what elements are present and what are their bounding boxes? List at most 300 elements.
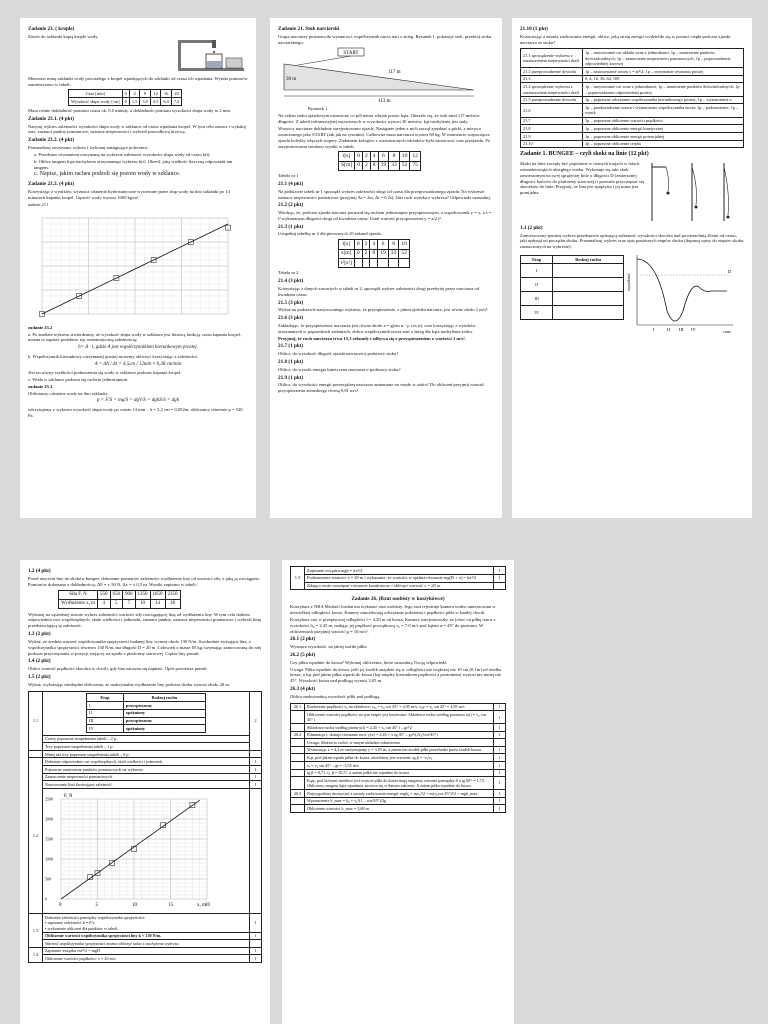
solution-row [291,754,506,762]
solution-row [291,724,506,732]
solution-num [291,777,305,790]
tab1-t-cell-7: 12 [410,152,421,161]
scoring-row [521,117,744,125]
answer-key-table [28,691,262,963]
row13-pts-2: 1 [250,932,262,940]
x-tick-label: 20 [205,903,210,909]
z12-text2: Wykonaj na sąsiedniej stronie wykres zależności wartości siły rozciągającej linę od wydłużenia liny. W tym celu dobierz odpowiednio osie współrzędnych, skale wielkości i jednostki, zaznacz punkty, zaznacz niepewności pomiarowe i wykreśl linię przedstawiającą tę zależność. [28,611,262,629]
scoring-criteria: 1p – zastosowanie wzoru s = at²/2; 1p – otrzymanie równania prostej [583,68,744,76]
z217-text: Oblicz, do wysokość długość zjazdu narciarza u podstawy stoku? [278,351,399,357]
ski-slope-diagram [278,46,494,104]
tab-note-2: Trzy poprawne uzupełnienia tabeli – 1 p. [43,743,250,751]
len2-label: 30 m [286,77,297,83]
z23-desc: Mierzono masę szklanki wody powstałego z kropel wpadających do szklanki od czasu ich wpadania. Wyniki pomiarów zamieszczono w tabeli: [28,75,248,87]
x-tick-label: 0 [59,903,62,909]
z232-sol-b: b. Współczynnik kierunkowy otrzymanej prostej możemy obliczyć korzystając z zależności: [28,353,199,359]
page-zadanie-23 [20,18,256,518]
chart-mark-2: II [667,327,670,333]
solution-row [291,790,506,798]
z23-head-cell-6: 20 [171,90,182,98]
tab1-s-cell-3: 8 [370,161,378,170]
tab2 [338,239,410,268]
solution-text: Kąty, pod którymi możliwe jest wejście piłki do kosza mają tangensy zawarte pomiędzy 0 a tg 60° = 1,73. Obliczony tangens kąta wpadania zawiera się w danym zakresie. A zatem piłka wpadnie do kosza. [305,777,494,790]
z261-text: Wyznacz wysokość, na jakiej trafiła piłka. [290,644,368,650]
scoring-row [521,125,744,133]
tab1-s-cell-0: S[m] [339,161,355,170]
z215-title: 21.5 (3 pkt) [278,299,304,306]
z263-title: 26.3 (4 pkt) [290,686,316,693]
scoring-task: 21.2 przeprowadzenie dowodu [521,68,583,76]
chart-xlabel: czas [723,329,731,335]
row14-pts-2: 1 [250,955,262,963]
z219-text: Oblicz, do wysokości energii potencjalnej narciarza zmienione na ciepło w stoku? Do obliczeń przyjmij wartość przyspieszenia ziemskiego równą 9,81 m/s². [278,382,485,394]
z232-a: a. Przedstaw równaniem otrzymaną na wykresie zależność wysokości słupa wody od czasu h(t). [34,151,211,157]
z14-text: Oblicz wartość prędkości skoczka w chwili, gdy lina zaczyna się napinać. Opór powietrza pomiń. [28,666,208,672]
solution-text: tg β = 0,71, tj. β = 35,5°, a zatem piłka nie wpadnie do kosza [305,769,494,777]
scoring-criteria: 0, 4, 16, 36, 64, 100 [583,75,744,83]
z11-text: Zamieszczony poniżej wykres przedstawia opisującą zależność wysokości skoczka nad powierzchnią Ziemi od czasu, jaki upłynął od początku skoku. Przeanalizuj wykres oraz opis poniższych etapów skoku (dopasuj opisy do etapów skoku zaznaczonych na wykresie). [520,232,744,250]
tab2-t2-cell-4 [378,259,389,268]
tab1-t-cell-1: 0 [355,152,363,161]
y-tick-label: 0 [45,896,47,902]
z13-title: 1.3 (2 pkt) [28,631,51,638]
row13-text4: Wartość współczynnika sprężystości można obliczyć także z nachylenia wykresu. [43,940,250,948]
bungee-jumper-illustration [648,161,744,223]
faucet-glass-illustration [168,34,248,76]
solution-pts: 1 [494,769,506,777]
scoring-task: 21.7 [521,117,583,125]
criterion-3: Zaznaczenie niepewności pomiarowych. [43,773,250,781]
z263-text: Oblicz maksymalną wysokość piłki nad podłogą. [290,693,381,699]
scoring-row [521,140,744,148]
solution-num [291,797,305,805]
solution-row [291,711,506,724]
solution-pts: 1 [494,746,506,754]
z216-text: Zakładając, że przyspieszenie narciarza jest równe około a = g(sin α - μ cos α), oraz korzystając z wyników otrzymanych w poprzednich zadaniach, oblicz współczynnik tarcia nart o śnieg dla kąta nachylenia stoku. [278,322,476,334]
z23-head-cell-0: Czas [min] [69,90,123,98]
stage-4: IV [521,306,553,320]
tab-note-1: Cztery poprawne uzupełnienia tabeli – 2 p. [43,735,250,743]
th-rodzaj: Rodzaj ruchu [123,694,205,702]
x-tick-label: 5 [95,903,98,909]
z13-text: Wykaż, że średnia wartość współczynnika sprężystości badanej liny wynosi około 130 N/m. Swobodnie zwisająca lina, o współczynniku sprężystości równym 130 N/m, ma długość D = 20 m. Człowiek o masie 65 kg, trzymając zamocowaną do niej podczas przyczepiania w pozycji stojącej, na spodu z platformy startowej. Ciężar liny pomiń. [28,638,262,656]
solution-text: vᵧ = v₀ sin 45° – gt = -3,55 m/s [305,762,494,770]
solution-pts: 1 [494,762,506,770]
ext-cell-4: 10 [135,599,150,608]
top-answer-table [290,566,506,590]
z212-title: 21.2 (2 pkt) [278,202,304,209]
solution-num [291,739,305,747]
tab1-t-cell-5: 8 [389,152,400,161]
z14-title: 1.4 (2 pkt) [28,658,51,665]
solution-num [291,724,305,732]
force-cell-1: 550 [98,591,111,600]
tab2-s-cell-2: 2 [362,249,370,258]
x-tick-label: 10 [132,903,137,909]
tab2-t-cell-1: 0 [354,240,362,249]
solution-text: Wstawiając x = 4,2 m otrzymujemy y = 3,05 m, a zatem ten środek piłki przechodzi przez środek kosza. [305,746,494,754]
solution-num [291,711,305,724]
row13-num: 1.3 [29,914,43,947]
z26-text2: Koszykarz stoi w przepisowej odległości l = 4,20 m od kosza. Kamery zarejestrowały, że (choć on piłkę rzuca z wysokości h₀ = 2,45 m, nadając jej prędkość początkową v₀ = 7,0 m/s pod kątem α = 45° do poziomu. W obliczeniach przyjmij wartość g = 10 m/s². [290,616,496,634]
fig-caption: Rysunek 1. [308,106,329,112]
z23-head-cell-1: 0 [122,90,129,98]
row13-text3: Obliczenie wartości współczynnika sprężystości liny k ≈ 130 N/m. [43,932,250,940]
y-tick-label: 1500 [45,836,53,842]
solution-text: Rozłożenie prędkości v₀ na składowe: v₀ₓ = v₀ cos 45° = 4,95 m/s; v₀y = v₀ sin 45° = 4,95 m/s [305,703,494,711]
tr3-ruch: przyspieszony [123,717,205,725]
solution-text: Wyznaczenie h_max = h₀ + v₀²(1 – cos²45°)/2g [305,797,494,805]
tab1-t-cell-2: 2 [362,152,370,161]
criterion-2: Poprawne naniesienie punktów pomiarowych na wykresie. [43,766,250,774]
force-table [58,590,181,608]
z211-text: Na podstawie tabeli nr 1 sporządź wykres zależności drogi od czasu dla przeprowadzonego zjazdu. Na wykresie zaznacz niepewności pomiarowe (przyjmij Δt = 2m, Δt = 0,2s). Jaki ruch wynika z wykresu? Odpowiedz uzasadnij. [278,188,491,200]
force-cell-4: 1250 [135,591,150,600]
z232-text: Przeanalizuj otrzymany wykres i wykonaj następujące polecenia: [28,144,148,150]
tab2-t-cell-2: 2 [362,240,370,249]
z21-text2: Na całym stoku zjazdowym ustawiono co pół metra wbijak prosto kąta. Okazało się, że stok miał 117 metrów długości. Z tabeli informacyjnej ustawionych w wysokości wynosi 30 metrów, kąt nachylenia jest stały. [278,113,480,125]
solution-text: Najwygodniej skorzystać z zasady zachowania energii: mgh₀ + mv₀²/2 = m(v₀cos 45°)²/2 + mgh_max [305,790,494,798]
chart-mark-3: III [679,327,684,333]
scoring-criteria: 1p – poprawne obliczenie energii potencjalnej [583,132,744,140]
z231-text: Narysuj wykres zależności wysokości słupa wody w szklance od czasu wpadania kropel. W tym celu oznacz i wykaluj osie, zaznacz punkty pomiarowe, zaznacz niepewności i wykreśl prawidłową krzywą. [28,123,246,135]
scoring-task: 21.4 sporządzenie wykresu z zaznaczeniem niepewności skali [521,83,583,96]
tab1-t-cell-4: 6 [378,152,389,161]
row14-pts-1: 1 [250,947,262,955]
tab2-t-cell-6: 10 [399,240,410,249]
z23-row-cell-4: 4,5 [150,98,161,106]
z15-title: 1.5 (2 pkt) [28,674,51,680]
solution-pts: 1 [494,731,506,739]
z219-title: 21.9 (1 pkt) [278,374,304,381]
scoring-row [521,75,744,83]
page-bungee-solutions [20,560,270,1024]
row13-formula: • zapisanie zależności k = F/x [45,920,95,926]
tr3-etap: III [87,717,124,725]
len1-label: 117 m [388,70,401,76]
z23-graph [28,210,248,322]
tab2-s-cell-0: s[m] [339,249,355,258]
z15-text: Wykaż, wykonując niezbędne obliczenia, że maksymalne wydłużenie liny podczas skoku wynosi około 20 m. [28,681,231,687]
tr2-etap: II [87,709,124,717]
y-tick-label: 2000 [45,816,53,822]
scoring-criteria: 1p – poprawne odczytanie współczynnika kierunkowego prostej; 1p – wyznaczenie a [583,96,744,104]
z23-row-cell-6: 7,2 [171,98,182,106]
tab1-t-cell-0: t[s] [339,152,355,161]
scoring-row [521,104,744,117]
criterion-4-pts: 1 [250,781,262,789]
tab2-t-cell-4: 6 [378,240,389,249]
stage-head-ruch: Rodzaj ruchu [553,256,624,264]
solution-pts [494,739,506,747]
solution-pts: 1 [494,805,506,813]
chart-mark-4: IV [691,327,696,333]
solution-num [291,805,305,813]
len3-label: 113 m [378,99,391,105]
z2110-title: 21.10 (1 pkt) [520,26,548,32]
z262-text: Czy piłka wpadnie do kosza? Wykonaj obliczenia, które uzasadnią Twoją odpowiedź. [290,659,448,665]
z232-sol-b-text: Jest on równy szybkości podnoszenia się wody w szklance podczas kapania kropel. [28,369,182,375]
tab2-t-cell-3: 4 [370,240,378,249]
tr2-ruch: opóźniony [123,709,205,717]
z233-sol-formula: p = F/S = mg/S = dgV/S = dghS/S = dgh [96,398,180,404]
tr4-etap: IV [87,725,124,733]
tab2-s-cell-6: 52 [399,249,410,258]
chart-ylabel: wysokość [626,273,631,292]
scoring-row [521,68,744,76]
z262-text2: Uwaga. Piłka wpadnie do kosza, jeśli jej środek znajdzie się w odległości nie większej niż 10 cm (0,1m) od środka kosza, a kąt pod jakim piłka wpada do kosza (kąt między kierunkiem prędkości a poziomem) wynosi nie mniej niż 45°. Wysokość kosza nad podłogą wynosi 3,05 m. [290,666,502,684]
th-etap: Etap [87,694,124,702]
z232-sol-b-formula: A = Δh / Δt = 4,5cm / 12min ≈ 0,38 cm/min [94,361,182,367]
z212-text: Wiedząc, że, podczas zjazdu narciarz poruszał się ruchem jednostajnie przyspieszonym, a współczynnik y = x, a s = t² wykonanym długości drogi od kwadratu czasu. Ustal wartość przyspieszenia y = a/2 t². [278,210,492,221]
z23-row-cell-1: 0 [122,98,129,106]
z23-note: Masa rośnie dokładność pomiaru czasu ok. 0,5 minuty, a dokładność pomiaru wysokości słupa wody to 2 mm. [28,108,232,114]
tab2-t2-cell-1 [354,259,362,268]
graph-num: 1.2 [29,758,43,914]
z262-title: 26.2 (5 pkt) [290,652,316,658]
solution-pts: 1 [494,711,506,724]
z216-title: 21.6 (3 pkt) [278,315,304,322]
z214-text: Korzystając z danych zawartych w tabeli nr 2, sporządź wykres zależności drogi przebytej przez narciarza od kwadratu czasu. [278,285,480,297]
start-label: START [343,51,359,57]
z23-text: Zawór do szklanki kapią krople wody. [28,33,99,39]
scoring-criteria: 1p – poprawne obliczenie ciepła [583,140,744,148]
z26-title: Zadanie 26. (Rzut osobisty w koszykówce) [351,596,445,603]
stage-head-etap: Etap [521,256,553,264]
z213-text: Uzupełnij tabelkę nr 2 dla pierwszych 10 sekund zjazdu. [278,231,382,237]
stage-2: II [521,278,553,292]
tab1-caption: Tabela nr 1 [278,173,299,179]
solution-num [291,746,305,754]
scoring-row [521,96,744,104]
solution-num: 26.1 [291,703,305,711]
force-cell-0: Siła F, N [59,591,98,600]
solution-num [291,762,305,770]
z232-sol-a: a. Po analizie wykresu stwierdzamy, że wysokość słupa wody w szklance jest liniową funkcją czasu kapania kropel, można to zapisać podobnie, np. matematyczną zależnością; [28,331,242,343]
top-num: 1.5 [291,567,305,590]
scoring-task: 21.10 [521,140,583,148]
solution-text: Eliminacja t, dostaje równanie toru: y(x) = 2,45 + x tg 45° – gx²/(2v₀²cos²45°) [305,731,494,739]
solution-num [291,769,305,777]
scoring-table [520,48,744,148]
z11-title: 1.1 (2 pkt) [520,224,543,231]
z21-title: Zadanie 21. Stok narciarski [278,26,340,32]
z26-text: Koszykarz z NBA Michael Jordan ma wykonać rzut osobisty. Jego rzut rejestruje kamera wideo umieszczona w niewielkiej odległości kosza. Kamery umożliwiają odczytanie położenia i prędkości piłki w każdej chwili. [290,604,496,615]
ext-cell-6: 18 [165,599,180,608]
tab1-s-cell-1: 0 [355,161,363,170]
z218-text: Oblicz, do wysoki energia kinetyczna narciarza u podstawy stoku? [278,366,401,372]
row14-text2: Obliczenie wartości prędkości: v ≈ 20 m/s [43,955,250,963]
scoring-criteria: 1p – narysowanie osi wraz z jednostkami; 1p – naniesienie punktów doświadczalnych; 1p – poprowadzenie odpowiedniej prostej [583,83,744,96]
solution-pts: 1 [494,777,506,790]
row14-num: 1.4 [29,947,43,962]
force-cell-3: 900 [123,591,136,600]
z23-head-cell-2: 4 [129,90,140,98]
solution-row [291,805,506,813]
tab2-s-cell-3: 8 [370,249,378,258]
scoring-criteria: 1p – przekształcenie wzoru i wyznaczenie współczynnika tarcia; 1p – podstawienie; 1p – wynik [583,104,744,117]
z1-text: Skoki na linie zaczęły być popularne w różnych krajach w latach osiemdziesiątych ubiegłego wieku. Wykonuje się taki skok zawieszonym na swej sprężystej linie o długości D (zmierzonej długości końców do platformy startowej) i pozwala przyczepiać się skoczków do linie. Przyjmij, że lina jest sprężysta i jej masa jest pomijalna. [520,160,644,196]
tab1-s-cell-2: 2 [362,161,370,170]
y-tick-label: 500 [45,876,51,882]
z2110-text: Korzystając z zasady zachowania energii, oblicz, jaką stratę energii wydzieliło się w postaci ciepła podczas zjazdu narciarza ze stoku? [520,33,731,45]
z232-sol-c: c. Woda w szklance podnosi się ruchem jednostajnym. [28,376,129,382]
tab-note-3: Mniej niż trzy poprawne uzupełnienia tabeli – 0 p. [43,750,250,758]
tab-num: 1.1 [29,691,43,750]
criterion-1-pts: 1 [250,758,262,766]
solution-text: Obliczenie wartości h_max = 3,68 m [305,805,494,813]
top-note: Zdający może rozwiązać równanie kwadratowe i obliczyć wartość x = 20 m. [305,582,494,590]
z23-row-cell-2: 1,5 [129,98,140,106]
height-time-chart [627,251,737,337]
z232-sol-title: zadanie 23.2 [28,324,53,330]
z1-title: Zadanie 1. BUNGEE – czyli skoki na linie (12 pkt) [520,151,649,158]
graph-xlabel: x, m [197,903,206,909]
tab-pts: 2 [250,691,262,750]
scoring-criteria: 1p – narysowanie osi układu wraz z jednostkami; 1p – naniesienie punktów doświadczalnych; 1p – zaznaczenie niepewności pomiarowych; 1p – poprowadzenie odpowiedniej krzywej [583,49,744,68]
solution-num [291,754,305,762]
z21-text: Grupa narciarzy postanowiła wyznaczyć współczynnik tarcia nart o śnieg. Rysunek 1. pokazuje stok, przekrój stoku narciarskiego. [278,33,492,45]
y-tick-label: 1000 [45,856,53,862]
tab2-t2-cell-5 [388,259,399,268]
stage-table [520,255,624,320]
chart-d-label: D [728,269,732,275]
solution-row [291,703,506,711]
z26-solution-table [290,703,506,813]
solution-pts: 1 [494,754,506,762]
scoring-task: 21.9 [521,132,583,140]
stage-3: III [521,292,553,306]
graph-label: zadanie 23.1 [28,201,49,207]
scoring-criteria: 1p – poprawne obliczenie wartości prędkości [583,117,744,125]
z23-row-cell-5: 6,0 [161,98,172,106]
row14-text: Zapisanie związku mv²/2 = mgD [43,947,250,955]
tab2-caption: Tabela nr 2 [278,270,299,276]
scoring-task: 21.5 przeprowadzenie dowodu [521,96,583,104]
z21-text3: Wszyscy narciarze dokładnie zarejestrowano zjazdy. Następnie jeden z nich zaczął zjeżdżać z górki, z miejsca oznaczonego jako START (tak jak na rysunku). Całkowita masa narciarza wynosi 60 kg. W momencie rozpoczęcia zjazdu koledzy włączyli stopery. Zadaniem kolegów z rozstawionych odcinków było zanotować czas przejazdu. Po zarejestrowaniu ustalono wyniki w tabeli. [278,125,491,149]
tab1 [338,151,421,171]
tab1-t-cell-3: 4 [370,152,378,161]
force-cell-5: 1850 [150,591,165,600]
tr4-ruch: opóźniony [123,725,205,733]
z23-row-cell-3: 3,0 [140,98,151,106]
z23-table [68,89,182,106]
z214-title: 21.4 (3 pkt) [278,278,304,285]
tab2-t-cell-0: t[s] [339,240,355,249]
scoring-task: 21.6 [521,104,583,117]
tab1-s-cell-6: 52 [399,161,410,170]
solution-row [291,769,506,777]
solution-text: Obliczenie wartości prędkości na tym etapie jest konieczne: Składowa ruchu według poziomu x(t) = v₀ cos 45° t [305,711,494,724]
z232-sol-formula: h= A · t, gdzie A jest współczynnikiem kierunkowym prostej. [78,345,198,351]
tab1-s-cell-5: 33 [389,161,400,170]
z211-title: 21.1 (4 pkt) [278,180,304,187]
tab2-s-cell-1: 0 [354,249,362,258]
tab2-t2-cell-0: t²[s²] [339,259,355,268]
tr1-ruch: przyspieszony [123,701,205,709]
z213-title: 21.3 (1 pkt) [278,223,304,230]
z217-title: 21.7 (1 pkt) [278,343,304,350]
solution-text: Uwaga. Można to zrobić w innym układzie odniesienia [305,739,494,747]
z23-head-cell-3: 8 [140,90,151,98]
z218-title: 21.8 (1 pkt) [278,358,304,365]
scoring-task: 21.3 [521,75,583,83]
scoring-row [521,49,744,68]
chart-mark-1: I [653,327,655,333]
tab1-t-cell-6: 10 [399,152,410,161]
tab2-t2-cell-3 [370,259,378,268]
y-tick-label: 2500 [45,796,53,802]
x-tick-label: 15 [168,903,174,909]
z23-head-cell-4: 12 [150,90,161,98]
solution-pts: 1 [494,790,506,798]
ext-cell-1: 4 [98,599,111,608]
z216-bold: Przyjmij, że ruch narciarza trwa 15,3 sekundy i odbywa się z przyspieszeniem o wartości 1 m/s². [278,335,466,341]
top-row-1-pts: 1 [494,567,506,575]
z233-sol-title: zadanie 23.3. [28,383,54,389]
solution-text: Kąt, pod jakim wpada piłka do kosza, określamy jest wzorem: tg β = -vᵧ/vₓ [305,754,494,762]
solution-row [291,739,506,747]
z23-row-cell-0: Wysokość słupa wody [cm] [69,98,123,106]
page-bungee [512,18,752,518]
scoring-task: 21.1 sporządzenie wykresu z zaznaczeniem niepewności skali [521,49,583,68]
z232-title: Zadanie 23.2. (4 pkt) [28,137,74,144]
z232-b: b. Oblicz tangens kąta nachylenia otrzymanego wykresu h(t). Określ, jaką wielkość fizyczną odpowiada tan tangens. [34,158,233,170]
scoring-criteria: 1p – poprawne obliczenie energii kinetycznej [583,125,744,133]
tab2-t2-cell-2 [362,259,370,268]
solution-row [291,762,506,770]
solution-num: 26.3 [291,790,305,798]
criterion-4: Narysowanie linii ilustrującej zależność. [43,781,250,789]
force-extension-graph [45,789,215,911]
solution-row [291,797,506,805]
tr1-etap: I [87,701,124,709]
z232-c: c. Napisz, jakim racheu podzoli się pozom wody w szklance. [34,171,181,178]
z23-title: Zadanie 23. ( kroplе) [28,26,75,32]
stages-inner-table [86,693,206,733]
z231-title: Zadanie 23.1. (4 pkt) [28,115,74,122]
z233-sol-end: odczytujemy z wykresu wysokość słupa wody po czasie 14 min – h = 5,2 cm = 0,052m; obliczamy ciśnienie p = 520 Pa. [28,406,243,418]
row13-text2: • wykonanie obliczeń dla punktów w tabeli. [45,925,119,931]
solution-text: Składowa ruchu według pionu y(t) = 2,45 + v₀ sin 45° t – gt²/2 [305,724,494,732]
row13-text1: Dobranie zależności pomiędzy współczynnika sprężystości: [45,914,146,920]
z233-text: Korzystając z wyników, wyznacz ciśnienie hydrostatyczne wywierane przez słup wody na dno szklanki po 14 minutach kapania kropel. Gęstość wody wynosi 1000 kg/m³. [28,188,230,200]
force-cell-6: 2350 [165,591,180,600]
top-row-1: Zapisanie związku mgh = kx²/2 [305,567,494,575]
tab2-t-cell-5: 8 [388,240,399,249]
z12-text: Przed użyciem liny do skoków bungee, dokonano pomiarów zależności wydłużenia liny od wartości siły, z jaką ją rozciągano. Pomiarów dokonano z dokładnością: ΔF = ± 50 N, Δx = ± 0,5 m. Wyniki zapisano w tabeli: [28,575,261,587]
solution-row [291,746,506,754]
graph-ylabel: F, N [64,794,73,800]
scoring-row [521,132,744,140]
page-zadanie-21 [270,18,502,518]
top-row-2-pts: 1 [494,574,506,582]
ext-cell-2: 5 [110,599,123,608]
z261-title: 26.1 (2 pkt) [290,636,316,643]
ext-cell-3: 7 [123,599,136,608]
ext-cell-5: 14 [150,599,165,608]
criterion-1: Dobranie odpowiednio osi współrzędnych, skali wielkości i jednostek. [43,758,250,766]
page-zadanie-26 [282,560,514,1024]
scoring-row [521,83,744,96]
solution-pts: 1 [494,724,506,732]
tab2-s-cell-5: 33 [388,249,399,258]
solution-row [291,731,506,739]
solution-pts: 1 [494,703,506,711]
solution-num: 26.2 [291,731,305,739]
tab2-s-cell-4: 19 [378,249,389,258]
scoring-task: 21.8 [521,125,583,133]
